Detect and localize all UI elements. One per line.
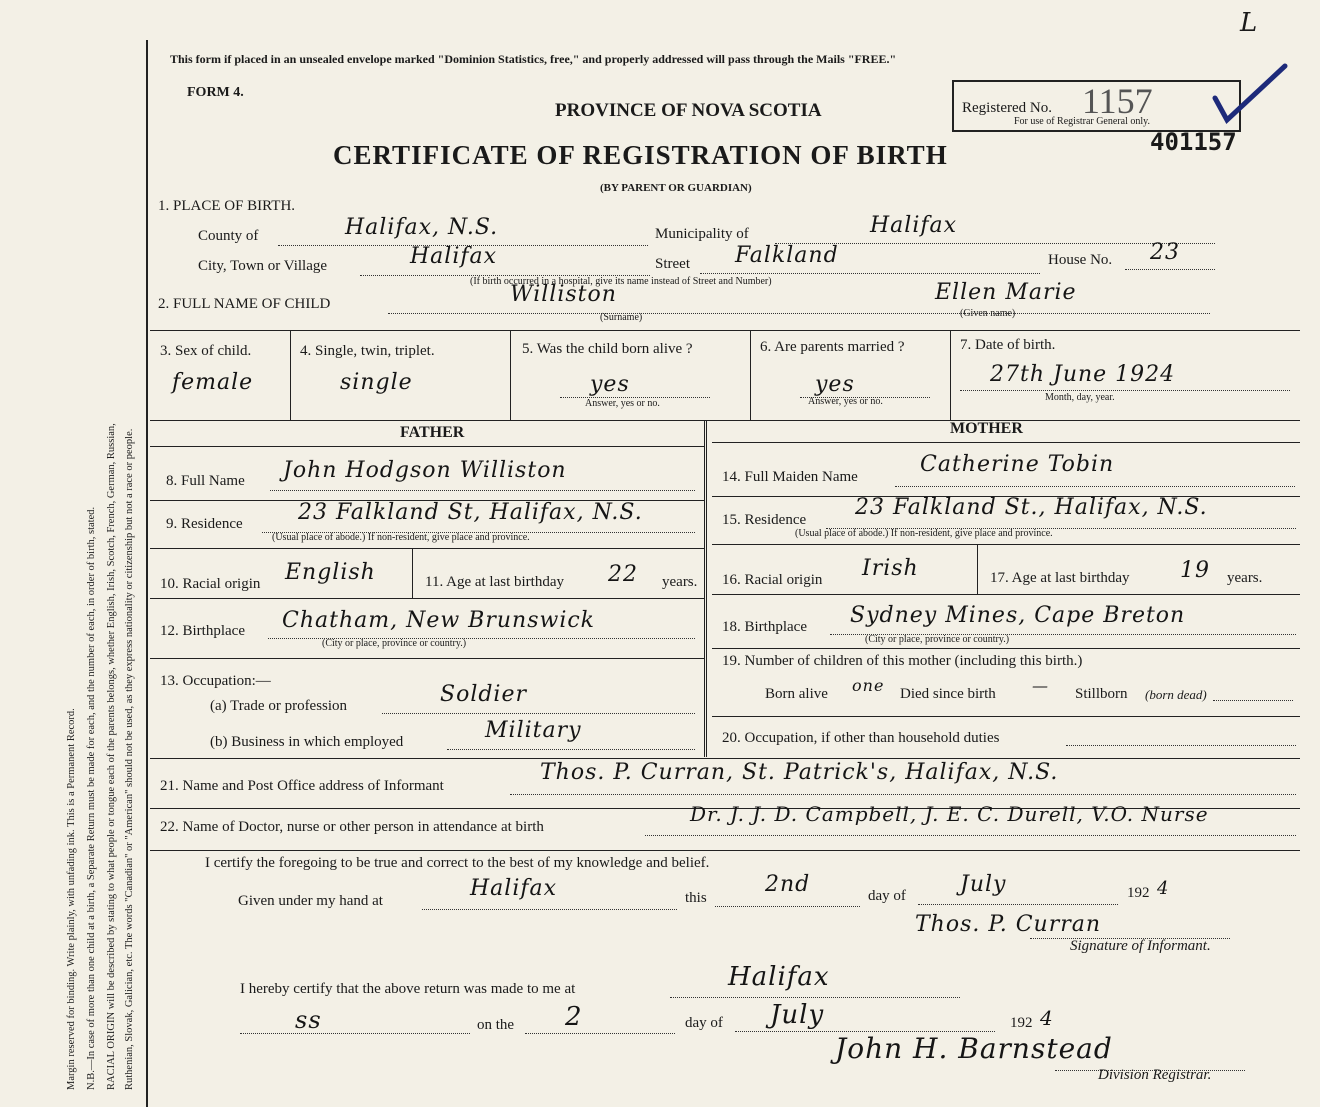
- registrar-statement: I hereby certify that the above return was made to me at: [240, 981, 576, 997]
- died-label: Died since birth: [900, 686, 996, 702]
- form-number: FORM 4.: [187, 85, 244, 100]
- dob-caption: Month, day, year.: [1045, 392, 1115, 403]
- father-residence-value: 23 Falkland St, Halifax, N.S.: [298, 500, 643, 525]
- informant-signature-caption: Signature of Informant.: [1070, 938, 1211, 954]
- father-trade-label: (a) Trade or profession: [210, 698, 348, 714]
- father-age-value: 22: [608, 562, 638, 587]
- dob-label: 7. Date of birth.: [960, 337, 1056, 353]
- child-surname: Williston: [510, 282, 617, 307]
- child-name-label: 2. FULL NAME OF CHILD: [158, 296, 331, 312]
- mother-birthplace-value: Sydney Mines, Cape Breton: [850, 603, 1186, 628]
- married-value: yes: [815, 372, 855, 397]
- informant-signature: Thos. P. Curran: [915, 912, 1102, 937]
- dob-value: 27th June 1924: [990, 362, 1176, 387]
- given-under-label: Given under my hand at: [238, 893, 383, 909]
- registrar-place-value: Halifax: [728, 962, 830, 992]
- mother-name-label: 14. Full Maiden Name: [722, 469, 858, 485]
- given-day-of-label: day of: [868, 888, 906, 904]
- city-value: Halifax: [410, 244, 498, 269]
- mail-notice: This form if placed in an unsealed envelope marked "Dominion Statistics, free," and properly addressed will pass through the Mails "FREE.": [170, 52, 897, 66]
- mother-racial-label: 16. Racial origin: [722, 572, 823, 588]
- mother-age-value: 19: [1180, 558, 1210, 583]
- mother-heading: MOTHER: [950, 420, 1023, 437]
- county-label: County of: [198, 228, 259, 244]
- margin-note-1: Margin reserved for binding. Write plainly, with unfading ink. This is a Permanent Record.: [66, 708, 77, 1090]
- alive-caption: Answer, yes or no.: [585, 398, 660, 409]
- checkmark-icon: [1205, 60, 1295, 130]
- province-heading: PROVINCE OF NOVA SCOTIA: [555, 100, 822, 121]
- certificate-title: CERTIFICATE OF REGISTRATION OF BIRTH: [333, 140, 948, 170]
- corner-mark: L: [1240, 8, 1258, 38]
- plurality-value: single: [340, 370, 413, 395]
- given-month-value: July: [960, 872, 1007, 897]
- father-trade-value: Soldier: [440, 682, 528, 707]
- house-label: House No.: [1048, 252, 1113, 268]
- municipality-label: Municipality of: [655, 226, 749, 242]
- mother-racial-value: Irish: [862, 556, 919, 581]
- registrar-prefix-value: ss: [295, 1006, 322, 1034]
- mother-residence-caption: (Usual place of abode.) If non-resident, give place and province.: [795, 528, 1053, 539]
- born-alive-label: Born alive: [765, 686, 828, 702]
- registrar-day-of-label: day of: [685, 1015, 723, 1031]
- married-caption: Answer, yes or no.: [808, 396, 883, 407]
- mother-residence-value: 23 Falkland St., Halifax, N.S.: [855, 495, 1208, 520]
- stamp-number: 401157: [1150, 128, 1237, 156]
- registrar-day-value: 2: [565, 1002, 583, 1032]
- street-label: Street: [655, 256, 690, 272]
- father-birthplace-value: Chatham, New Brunswick: [282, 608, 596, 633]
- registrar-on-the-label: on the: [477, 1017, 515, 1033]
- father-birthplace-label: 12. Birthplace: [160, 623, 245, 639]
- father-business-label: (b) Business in which employed: [210, 734, 404, 750]
- father-age-label: 11. Age at last birthday: [425, 574, 564, 590]
- given-place-value: Halifax: [470, 876, 558, 901]
- father-age-unit: years.: [662, 574, 698, 590]
- registrar-month-value: July: [770, 1000, 825, 1030]
- county-value: Halifax, N.S.: [345, 215, 499, 240]
- father-residence-caption: (Usual place of abode.) If non-resident, give place and province.: [272, 532, 530, 543]
- father-heading: FATHER: [400, 424, 465, 441]
- stillborn-note: (born dead): [1145, 687, 1207, 702]
- married-label: 6. Are parents married ?: [760, 339, 905, 355]
- father-birthplace-caption: (City or place, province or country.): [322, 638, 467, 649]
- mother-residence-label: 15. Residence: [722, 512, 807, 528]
- hospital-note: (If birth occurred in a hospital, give its name instead of Street and Number): [470, 276, 772, 287]
- attendant-label: 22. Name of Doctor, nurse or other person in attendance at birth: [160, 819, 544, 835]
- died-value: —: [1032, 676, 1049, 695]
- certify-statement: I certify the foregoing to be true and correct to the best of my knowledge and belief.: [205, 855, 710, 871]
- street-value: Falkland: [735, 243, 839, 268]
- registered-number: 1157: [1082, 81, 1153, 121]
- municipality-value: Halifax: [870, 213, 958, 238]
- mother-occupation-label: 20. Occupation, if other than household duties: [722, 730, 1000, 746]
- sex-label: 3. Sex of child.: [160, 343, 252, 359]
- registrar-signature-caption: Division Registrar.: [1098, 1067, 1212, 1083]
- father-residence-label: 9. Residence: [166, 516, 243, 532]
- mother-name-value: Catherine Tobin: [920, 452, 1115, 477]
- father-occupation-label: 13. Occupation:—: [160, 673, 271, 689]
- attendant-value: Dr. J. J. D. Campbell, J. E. C. Durell, V.O. Nurse: [690, 802, 1209, 826]
- given-year-printed: 192: [1127, 885, 1150, 901]
- father-name-value: John Hodgson Williston: [283, 458, 567, 483]
- mother-birthplace-caption: (City or place, province or country.): [865, 634, 1010, 645]
- alive-label: 5. Was the child born alive ?: [522, 341, 693, 357]
- father-racial-value: English: [285, 560, 376, 585]
- margin-note-2: N.B.—In case of more than one child at a birth, a Separate Return must be made for each, and the number of each, in order of birth, stated.: [86, 506, 97, 1090]
- alive-value: yes: [590, 372, 630, 397]
- mother-age-unit: years.: [1227, 570, 1263, 586]
- registered-label: Registered No.: [962, 100, 1052, 116]
- father-business-value: Military: [485, 718, 582, 743]
- sex-value: female: [172, 370, 254, 395]
- this-label: this: [685, 890, 707, 906]
- plurality-label: 4. Single, twin, triplet.: [300, 343, 435, 359]
- surname-caption: (Surname): [600, 312, 643, 323]
- margin-note-3: RACIAL ORIGIN will be described by stating to what people or tongue each of the parents belongs, whether English, Irish, Scotch, French, German, Russian,: [106, 423, 117, 1090]
- born-alive-value: one: [852, 676, 885, 695]
- place-of-birth-heading: 1. PLACE OF BIRTH.: [158, 198, 296, 214]
- given-year-digit: 4: [1157, 878, 1170, 899]
- city-label: City, Town or Village: [198, 258, 328, 274]
- registrar-signature: John H. Barnstead: [835, 1032, 1113, 1065]
- given-caption: (Given name): [960, 308, 1016, 319]
- certificate-subtitle: (BY PARENT OR GUARDIAN): [600, 182, 752, 194]
- binding-line: [146, 40, 148, 1107]
- margin-note-4: Ruthenian, Slovak, Galician, etc. The words "Canadian" or "American" should not be used, as they express nationality or citizenship but not a race or people.: [124, 428, 135, 1090]
- mother-birthplace-label: 18. Birthplace: [722, 619, 807, 635]
- registered-box: [952, 80, 1241, 132]
- stillborn-label: Stillborn: [1075, 686, 1128, 702]
- father-name-label: 8. Full Name: [166, 473, 245, 489]
- informant-label: 21. Name and Post Office address of Informant: [160, 778, 444, 794]
- informant-value: Thos. P. Curran, St. Patrick's, Halifax, N.S.: [540, 760, 1059, 785]
- child-given-name: Ellen Marie: [935, 280, 1077, 305]
- house-value: 23: [1150, 240, 1180, 265]
- registrar-note: For use of Registrar General only.: [1014, 116, 1150, 127]
- registrar-year-printed: 192: [1010, 1015, 1033, 1031]
- mother-children-label: 19. Number of children of this mother (including this birth.): [722, 653, 1083, 669]
- father-racial-label: 10. Racial origin: [160, 576, 261, 592]
- mother-age-label: 17. Age at last birthday: [990, 570, 1130, 586]
- registrar-year-digit: 4: [1040, 1006, 1054, 1030]
- given-day-value: 2nd: [765, 872, 811, 897]
